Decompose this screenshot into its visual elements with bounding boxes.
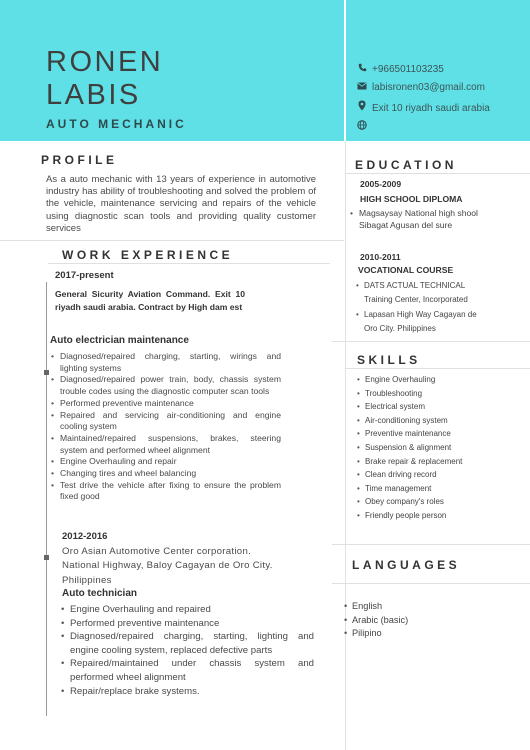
address-text: Exit 10 riyadh saudi arabia bbox=[372, 103, 490, 114]
list-item: • Changing tires and wheel balancing bbox=[50, 468, 281, 480]
list-item: • Test drive the vehicle after fixing to ensure the problem fixed good bbox=[50, 480, 281, 503]
timeline-marker bbox=[44, 555, 49, 560]
list-item: • Lapasan High Way Cagayan de Oro City. Philippines bbox=[356, 308, 486, 335]
education-divider bbox=[346, 173, 530, 174]
skill-item: • Obey company's roles bbox=[357, 495, 517, 509]
education-heading: EDUCATION bbox=[355, 158, 457, 172]
skill-item: • Clean driving record bbox=[357, 468, 517, 482]
location-pin-icon bbox=[357, 100, 367, 114]
job1-company: General Sicurity Aviation Command. Exit 10 riyadh saudi arabia. Contract by High dam est bbox=[55, 289, 245, 312]
skill-item: • Suspension & alignment bbox=[357, 441, 517, 455]
skill-item: • Preventive maintenance bbox=[357, 427, 517, 441]
work-experience-heading: WORK EXPERIENCE bbox=[62, 248, 234, 262]
list-item: • Performed preventive maintenance bbox=[60, 617, 314, 631]
language-item: • English bbox=[344, 600, 464, 614]
phone-number[interactable]: +966501103235 bbox=[372, 64, 444, 75]
phone-icon bbox=[357, 63, 367, 75]
first-name: RONEN bbox=[46, 46, 164, 78]
job2-duties bbox=[60, 603, 314, 698]
job2-position: Auto technician bbox=[62, 588, 138, 599]
globe-icon bbox=[357, 120, 367, 133]
profile-heading: PROFILE bbox=[41, 153, 118, 167]
skill-item: • Electrical system bbox=[357, 400, 517, 414]
job1-period: 2017-present bbox=[55, 270, 114, 281]
edu2-period: 2010-2011 bbox=[360, 252, 401, 262]
edu1-degree: HIGH SCHOOL DIPLOMA bbox=[360, 194, 463, 204]
job2-company: Oro Asian Automotive Center corporation. National Highway, Baloy Cagayan de Oro City. Philippines bbox=[62, 546, 273, 586]
skills-heading: SKILLS bbox=[357, 353, 421, 367]
languages-list bbox=[344, 600, 464, 641]
edu1-details bbox=[350, 207, 500, 232]
skills-list bbox=[357, 373, 517, 523]
web-contact bbox=[357, 120, 372, 133]
list-item: • DATS ACTUAL TECHNICAL Training Center, Incorporated bbox=[356, 279, 486, 306]
work-divider-bottom bbox=[48, 263, 330, 264]
languages-heading: LANGUAGES bbox=[352, 558, 461, 572]
timeline-marker bbox=[44, 370, 49, 375]
skills-divider-top bbox=[332, 341, 530, 342]
list-item: • Engine Overhauling and repaired bbox=[60, 603, 314, 617]
language-item: • Pilipino bbox=[344, 627, 464, 641]
language-item: • Arabic (basic) bbox=[344, 614, 464, 628]
list-item: • Diagnosed/repaired charging, starting, lighting and engine cooling system, replaced defective parts bbox=[60, 630, 314, 657]
list-item: • Engine Overhauling and repair bbox=[50, 456, 281, 468]
email-address[interactable]: labisronen03@gmail.com bbox=[372, 82, 485, 93]
list-item: • Maintained/repaired suspensions, brakes, steering system and performed wheel alignment bbox=[50, 433, 281, 456]
email-contact bbox=[357, 82, 485, 93]
timeline-line bbox=[46, 282, 47, 716]
address-contact bbox=[357, 100, 490, 114]
mail-icon bbox=[357, 82, 367, 93]
list-item: • Diagnosed/repaired charging, starting, wirings and lighting systems bbox=[50, 351, 281, 374]
skill-item: • Engine Overhauling bbox=[357, 373, 517, 387]
profile-text: As a auto mechanic with 13 years of experience in automotive industry has ability of troubleshooting and solved the problem of the vehicle, maintenance servicing and repairs of the vehicle using diagnostic scan tools and providing quality customer services bbox=[46, 174, 316, 234]
languages-divider-top bbox=[332, 544, 530, 545]
job1-duties bbox=[50, 351, 281, 503]
job-role: AUTO MECHANIC bbox=[46, 117, 187, 131]
work-divider-top bbox=[0, 240, 344, 241]
list-item: • Diagnosed/repaired power train, body, chassis system trouble codes using the diagnostic computer scan tools bbox=[50, 374, 281, 397]
edu2-degree: VOCATIONAL COURSE bbox=[358, 265, 454, 275]
phone-contact bbox=[357, 63, 444, 75]
list-item: • Performed preventive maintenance bbox=[50, 398, 281, 410]
skill-item: • Friendly people person bbox=[357, 509, 517, 523]
skill-item: • Brake repair & replacement bbox=[357, 455, 517, 469]
last-name: LABIS bbox=[46, 79, 141, 111]
column-divider-line bbox=[345, 141, 346, 750]
list-item: • Magsaysay National high shool Sibagat Agusan del sure bbox=[350, 207, 500, 232]
edu1-period: 2005-2009 bbox=[360, 179, 402, 189]
list-item: • Repaired and servicing air-conditioning and engine cooling system bbox=[50, 410, 281, 433]
job1-position: Auto electrician maintenance bbox=[50, 335, 189, 346]
job2-period: 2012-2016 bbox=[62, 531, 108, 542]
skill-item: • Troubleshooting bbox=[357, 387, 517, 401]
skills-divider-bottom bbox=[346, 368, 530, 369]
candidate-name bbox=[46, 46, 163, 112]
list-item: • Repair/replace brake systems. bbox=[60, 685, 314, 699]
skill-item: • Time management bbox=[357, 482, 517, 496]
edu2-details bbox=[356, 279, 486, 335]
languages-divider-bottom bbox=[332, 583, 530, 584]
skill-item: • Air-conditioning system bbox=[357, 414, 517, 428]
list-item: • Repaired/maintained under chassis system and performed wheel alignment bbox=[60, 657, 314, 684]
